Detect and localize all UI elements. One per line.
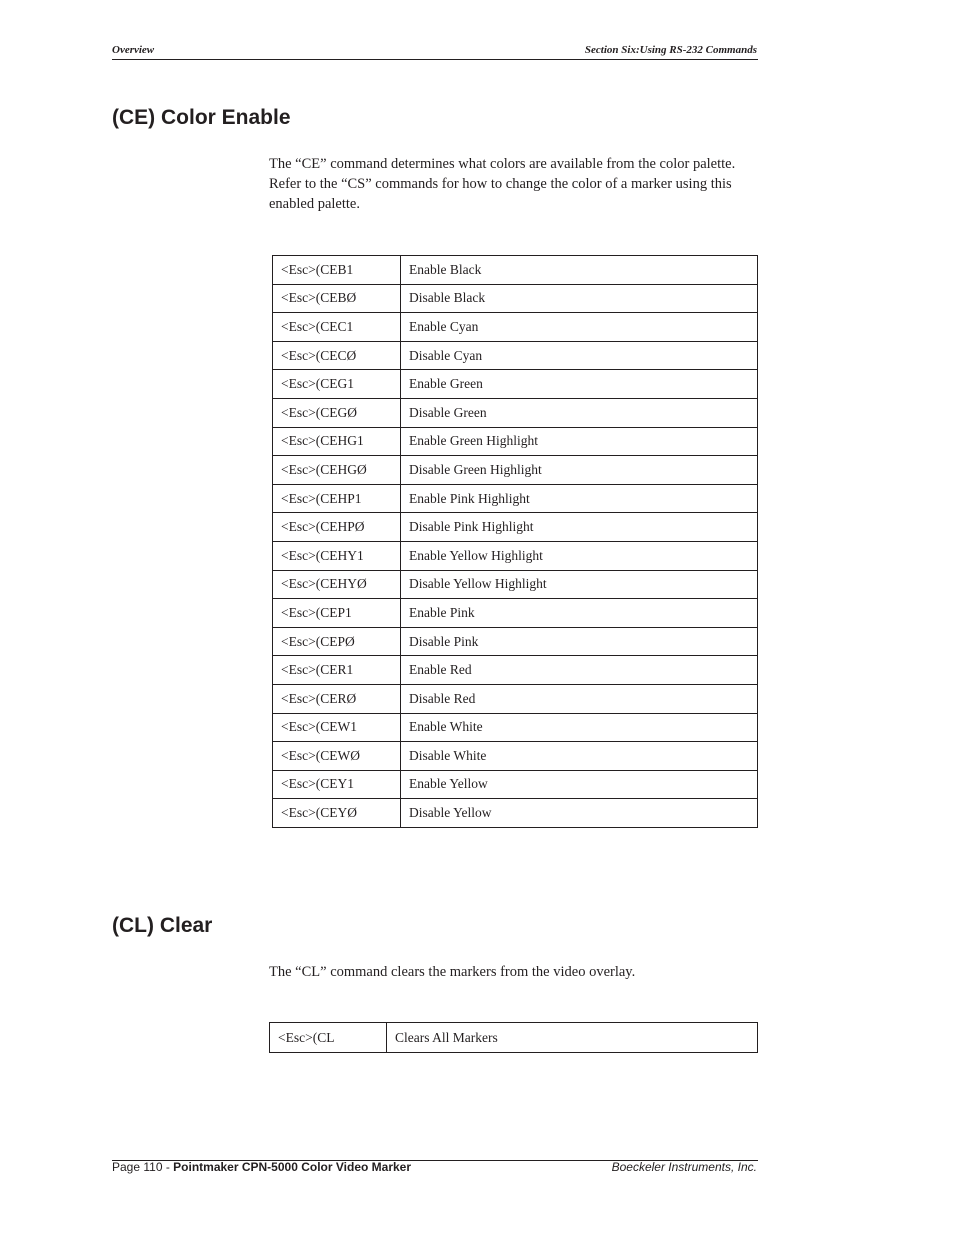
ce-section-title: (CE) Color Enable [112, 106, 291, 129]
command-cell: <Esc>(CERØ [273, 684, 401, 713]
action-cell: Disable Pink Highlight [401, 513, 758, 542]
table-row [273, 256, 758, 285]
command-cell: <Esc>(CEP1 [273, 599, 401, 628]
action-cell: Disable Yellow [401, 799, 758, 828]
table-row [273, 313, 758, 342]
table-row [273, 627, 758, 656]
action-cell: Enable Green [401, 370, 758, 399]
footer-product-name: Pointmaker CPN-5000 Color Video Marker [173, 1160, 412, 1174]
action-cell: Disable Red [401, 684, 758, 713]
cl-command-table [269, 1022, 758, 1053]
command-cell: <Esc>(CEYØ [273, 799, 401, 828]
action-cell: Enable Yellow Highlight [401, 541, 758, 570]
action-cell: Disable Pink [401, 627, 758, 656]
table-row [273, 427, 758, 456]
footer-page-number: Page 110 - [112, 1160, 174, 1174]
command-cell: <Esc>(CEB1 [273, 256, 401, 285]
command-cell: <Esc>(CEWØ [273, 742, 401, 771]
action-cell: Enable Black [401, 256, 758, 285]
ce-command-table [272, 255, 758, 828]
action-cell: Enable White [401, 713, 758, 742]
action-cell: Disable Green [401, 398, 758, 427]
header-section-label: Overview [112, 44, 155, 56]
table-row [273, 742, 758, 771]
command-cell: <Esc>(CEGØ [273, 398, 401, 427]
command-cell: <Esc>(CER1 [273, 656, 401, 685]
footer-company: Boeckeler Instruments, Inc. [611, 1160, 757, 1174]
command-cell: <Esc>(CL [270, 1023, 387, 1053]
command-cell: <Esc>(CEW1 [273, 713, 401, 742]
action-cell: Disable White [401, 742, 758, 771]
table-row [273, 799, 758, 828]
command-cell: <Esc>(CEHPØ [273, 513, 401, 542]
table-row [273, 370, 758, 399]
action-cell: Enable Red [401, 656, 758, 685]
cl-description: The “CL” command clears the markers from the video overlay. [269, 964, 636, 980]
action-cell: Enable Green Highlight [401, 427, 758, 456]
action-cell: Enable Pink Highlight [401, 484, 758, 513]
header-divider [112, 59, 758, 60]
table-row [273, 513, 758, 542]
command-cell: <Esc>(CEBØ [273, 284, 401, 313]
cl-section-title: (CL) Clear [112, 914, 213, 937]
table-row [273, 770, 758, 799]
action-cell: Disable Yellow Highlight [401, 570, 758, 599]
command-cell: <Esc>(CEPØ [273, 627, 401, 656]
action-cell: Disable Green Highlight [401, 456, 758, 485]
table-row [273, 541, 758, 570]
action-cell: Enable Yellow [401, 770, 758, 799]
table-row [273, 484, 758, 513]
table-row [273, 341, 758, 370]
command-cell: <Esc>(CEHYØ [273, 570, 401, 599]
command-cell: <Esc>(CEHY1 [273, 541, 401, 570]
action-cell: Disable Cyan [401, 341, 758, 370]
command-cell: <Esc>(CEHGØ [273, 456, 401, 485]
table-row [273, 398, 758, 427]
command-cell: <Esc>(CEHG1 [273, 427, 401, 456]
header-chapter-label: Section Six:Using RS-232 Commands [584, 44, 757, 56]
table-row [273, 599, 758, 628]
command-cell: <Esc>(CEY1 [273, 770, 401, 799]
command-cell: <Esc>(CEHP1 [273, 484, 401, 513]
command-cell: <Esc>(CEG1 [273, 370, 401, 399]
table-row [273, 656, 758, 685]
ce-description: The “CE” command determines what colors are available from the color palette. Refer to the “CS” commands for how to change the color of a marker using this enabled palette. [269, 156, 736, 212]
action-cell: Enable Pink [401, 599, 758, 628]
action-cell: Enable Cyan [401, 313, 758, 342]
table-row [270, 1023, 758, 1053]
action-cell: Clears All Markers [387, 1023, 758, 1053]
table-row [273, 456, 758, 485]
table-row [273, 713, 758, 742]
command-cell: <Esc>(CECØ [273, 341, 401, 370]
table-row [273, 570, 758, 599]
table-row [273, 684, 758, 713]
action-cell: Disable Black [401, 284, 758, 313]
footer-page-info [112, 1160, 411, 1174]
command-cell: <Esc>(CEC1 [273, 313, 401, 342]
table-row [273, 284, 758, 313]
